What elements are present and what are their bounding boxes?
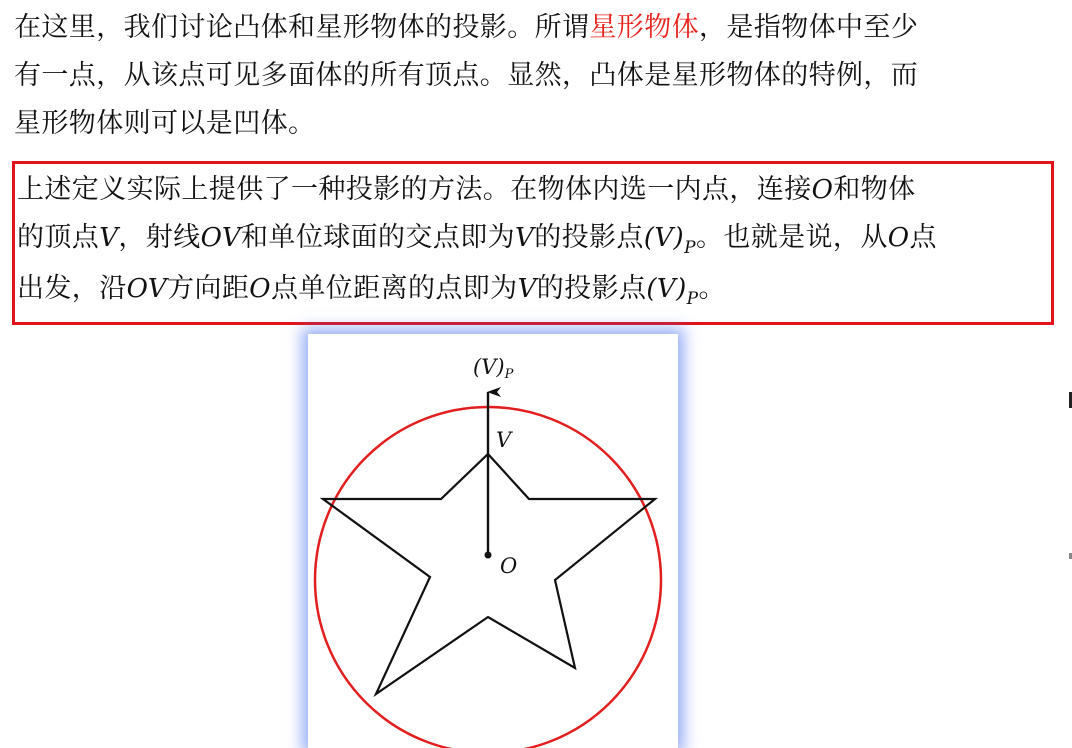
highlighted-definition-box [12,161,1054,325]
math-symbol: OV [200,223,242,253]
definition-paragraph [17,166,1053,316]
origin-label: O [500,554,518,578]
math-symbol: V [99,223,119,253]
star-projection-figure [308,334,678,748]
math-symbol: O [249,274,271,304]
text-span: 点单位距离的点即为 [270,273,518,304]
vertex-label: V [496,428,512,452]
origin-point [485,552,492,559]
text-span: 上述定义实际上提供了一种投影的方法。在物体内选一内点，连接 [17,174,812,205]
math-symbol: (V) [643,223,685,253]
text-span: 和单位球面的交点即为 [241,222,516,253]
highlight-term-star-shaped-object: 星形物体 [589,12,700,43]
intro-line-3: 星形物体则可以是凹体。 [14,108,316,139]
intro-line-1 [14,4,1060,52]
text-span: 出发，沿 [17,273,127,304]
definition-line-1 [17,166,1053,214]
math-symbol: O [811,175,834,205]
math-symbol: V [515,223,535,253]
text-span: 的投影点 [536,273,647,304]
math-symbol: V [517,274,537,304]
text-span: 在这里，我们讨论凸体和星形物体的投影。所谓 [14,12,590,43]
math-symbol: (V) [646,274,687,304]
math-symbol: O [887,223,910,253]
intro-line-2: 有一点，从该点可见多面体的所有顶点。显然，凸体是星形物体的特例，而 [14,60,919,91]
text-span: ，是指物体中至少 [699,12,919,43]
intro-paragraph [14,4,1060,148]
math-subscript: P [686,289,699,309]
text-span: 点 [909,222,937,253]
text-span: 的顶点 [17,222,100,253]
text-span: 。 [698,273,726,304]
figure-svg [308,334,678,748]
text-span: 的投影点 [534,222,644,253]
text-span: 。也就是说，从 [695,222,888,253]
text-span: ，射线 [118,222,201,253]
definition-line-3 [17,265,1053,316]
definition-line-2 [17,214,1053,265]
math-subscript: P [684,238,696,258]
math-symbol: OV [126,274,168,304]
text-span: 和物体 [833,174,916,205]
text-span: 方向距 [167,273,250,304]
projection-point-label: (V)P [473,355,514,382]
